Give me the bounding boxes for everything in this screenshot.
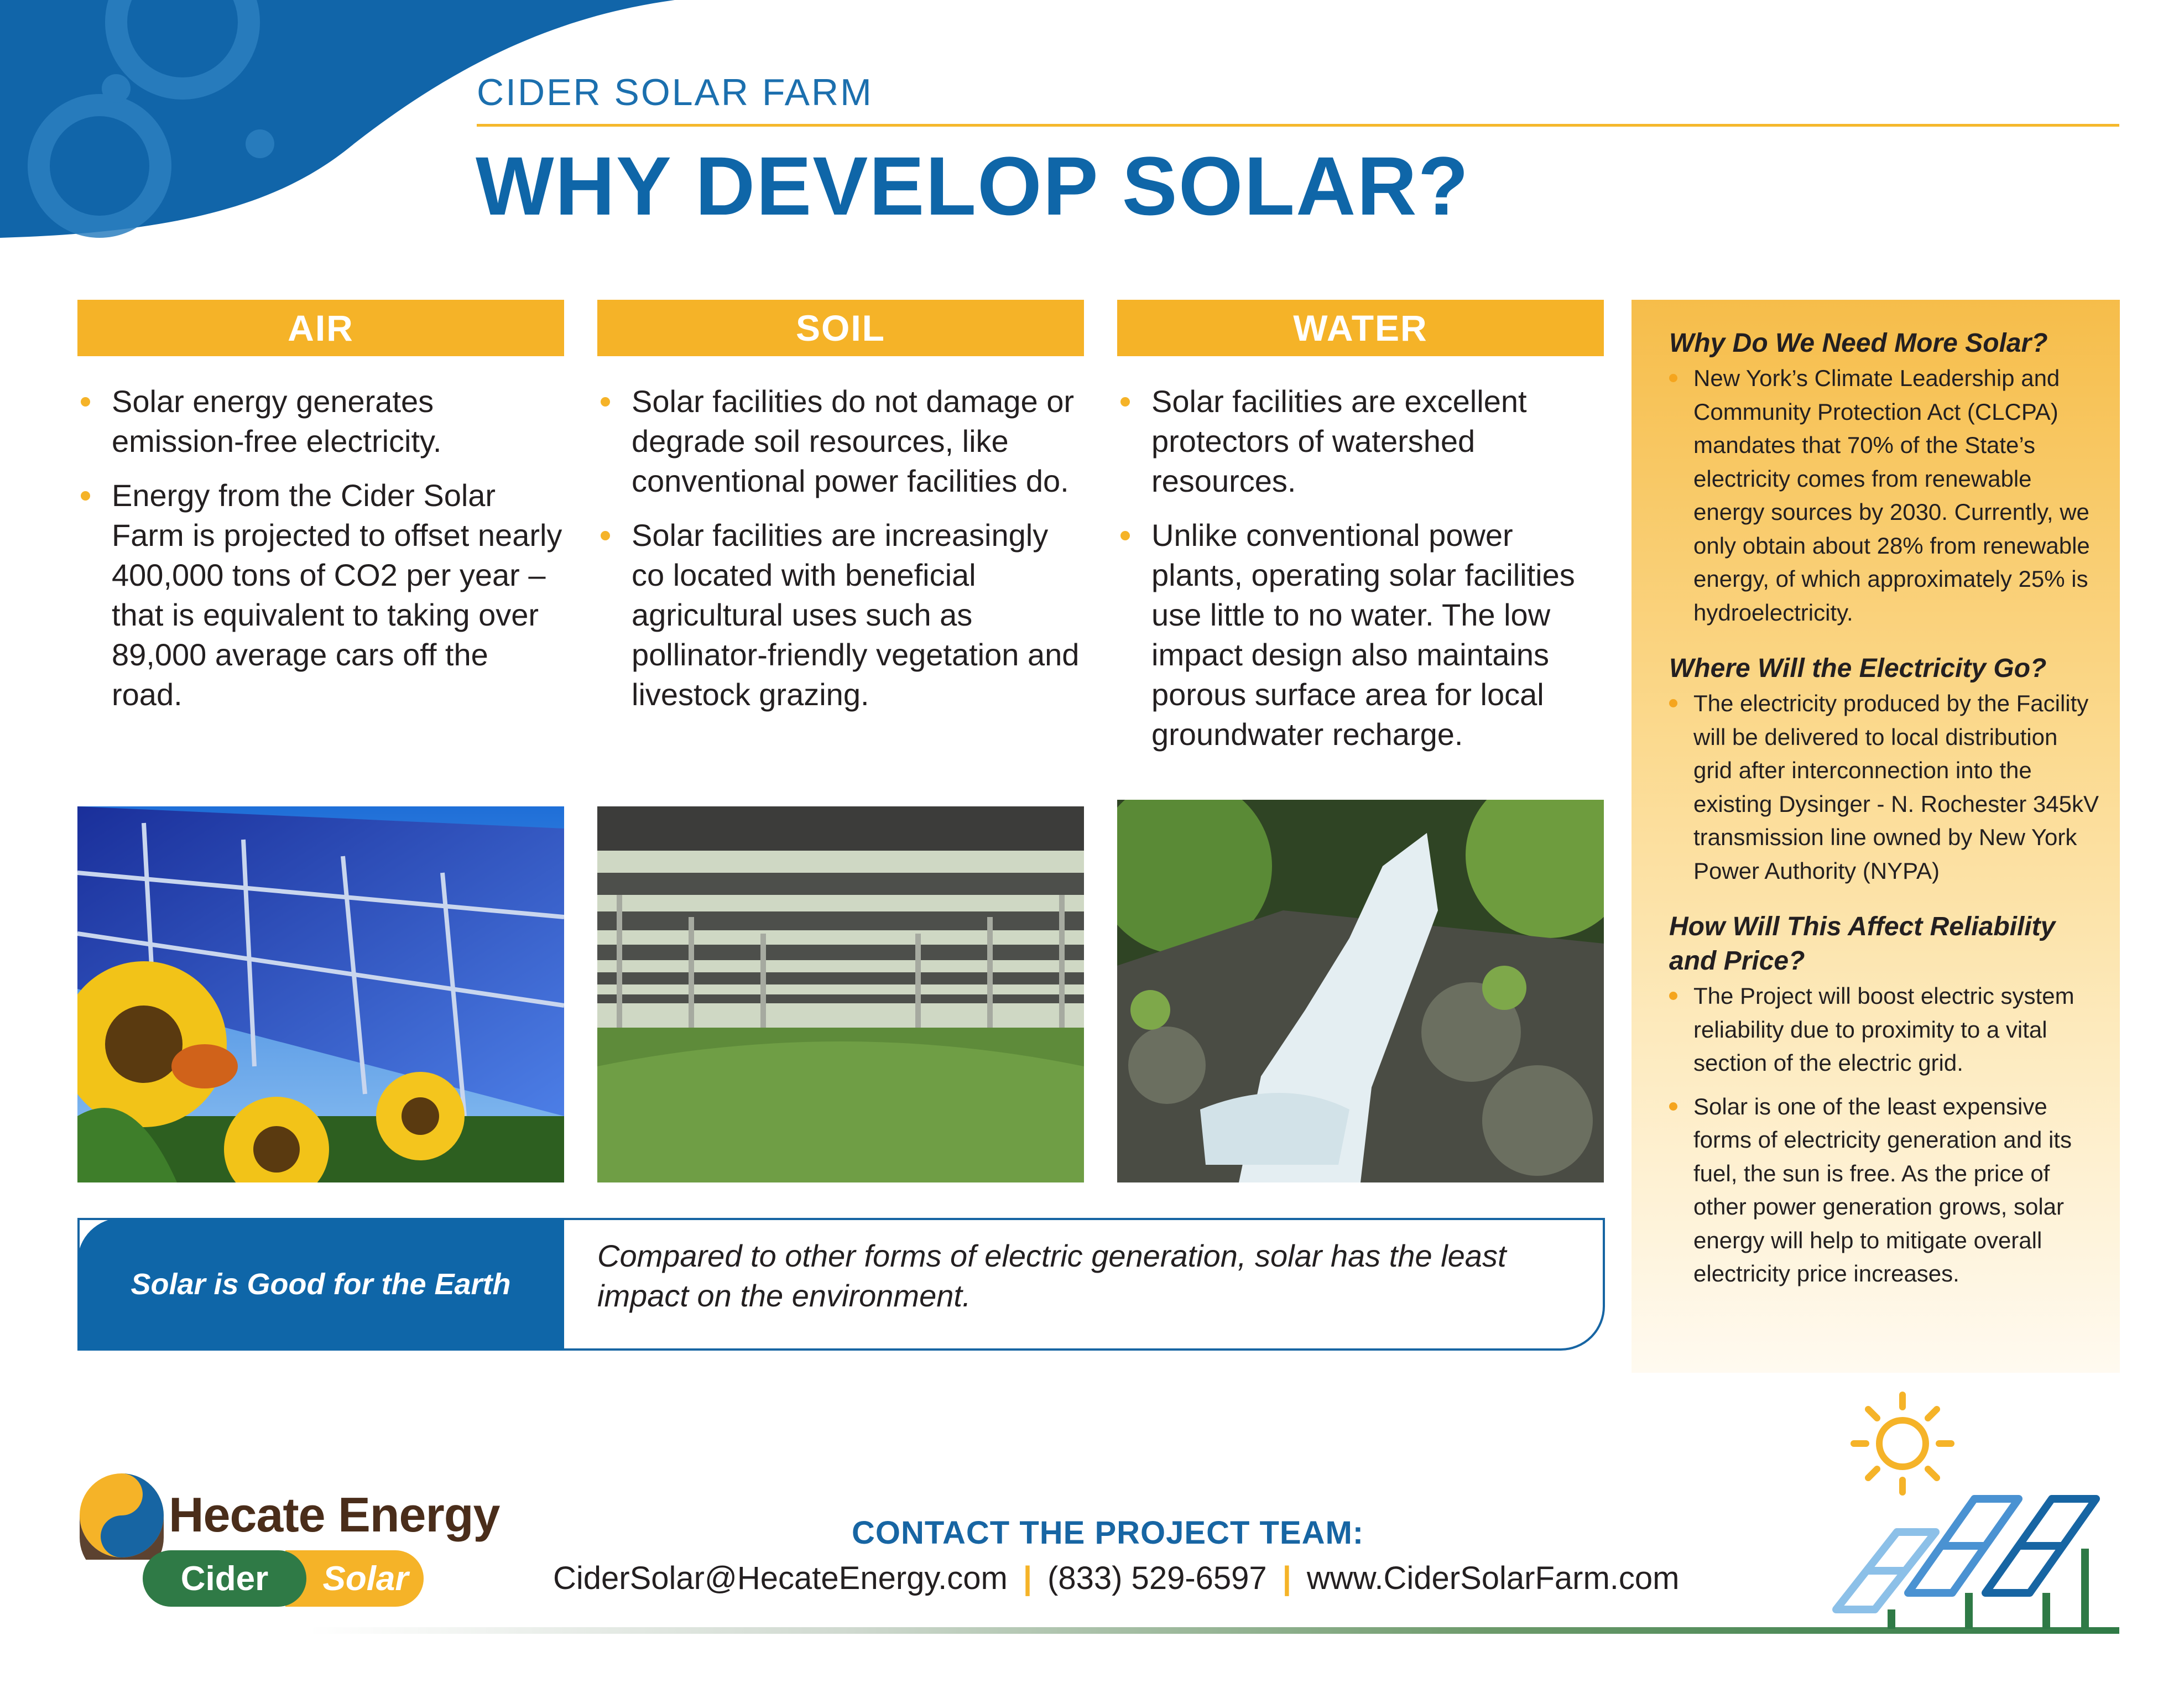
faq-answer: The electricity produced by the Facility will be delivered to local distribution grid after interconnection into the existing Dysinger - N. Rochester 345kV transmission line owned by New York Power Authority (NYPA) (1669, 687, 2100, 888)
hecate-logo-icon (77, 1471, 166, 1560)
faq-question: Where Will the Electricity Go? (1669, 654, 2047, 683)
contact-heading: CONTACT THE PROJECT TEAM: (852, 1515, 1364, 1551)
sidebar-faq (1632, 300, 2120, 1373)
grass-under-solar-array-photo (597, 806, 1084, 1182)
bullet-item: Solar facilities are excellent protectors of watershed resources. (1117, 382, 1604, 501)
banner-label: Solar is Good for the Earth (77, 1218, 564, 1351)
waterfall-photo (1117, 800, 1604, 1182)
column-header-air: AIR (77, 300, 564, 356)
solar-panels-sunflowers-photo (77, 806, 564, 1182)
separator: | (1023, 1560, 1033, 1596)
bullet-item: Solar energy generates emission-free electricity. (77, 382, 564, 461)
faq-question: How Will This Affect Reliability and Price? (1669, 912, 2056, 976)
faq-answer: New York’s Climate Leadership and Community Protection Act (CLCPA) mandates that 70% of the State’s electricity comes from renewable energy sources by 2030. Currently, we only obtain about 28% from renewable energy, of which approximately 25% is hydroelectricity. (1669, 362, 2100, 629)
banner-text: Compared to other forms of electric generation, solar has the least impact on the environment. (597, 1238, 1507, 1313)
bullet-item: Solar facilities do not damage or degrade soil resources, like conventional power facilities do. (597, 382, 1084, 501)
bullet-item: Solar facilities are increasingly co located with beneficial agricultural uses such as pollinator-friendly vegetation and livestock grazing. (597, 515, 1084, 715)
faq-question: Why Do We Need More Solar? (1669, 329, 2048, 358)
header-divider (477, 124, 2119, 127)
page-title: WHY DEVELOP SOLAR? (476, 139, 1470, 232)
sun-solar-panels-icon (1825, 1383, 2124, 1632)
header-kicker: CIDER SOLAR FARM (477, 71, 873, 113)
logo-cider-pill: Cider (143, 1550, 306, 1607)
faq-answer: Solar is one of the least expensive forms of electricity generation and its fuel, the sun is free. As the price of other power generation grows, solar energy will help to mitigate overall electricity price increases. (1669, 1090, 2100, 1291)
column-header-soil: SOIL (597, 300, 1084, 356)
column-water (1117, 382, 1604, 769)
column-air (77, 382, 564, 729)
contact-phone[interactable]: (833) 529-6597 (1047, 1560, 1267, 1596)
logo-solar-text: Solar (322, 1559, 409, 1598)
column-soil (597, 382, 1084, 729)
contact-email[interactable]: CiderSolar@HecateEnergy.com (553, 1560, 1008, 1596)
faq-answer: The Project will boost electric system reliability due to proximity to a vital section of the electric grid. (1669, 980, 2100, 1080)
contact-website[interactable]: www.CiderSolarFarm.com (1306, 1560, 1680, 1596)
logo-wordmark: Hecate Energy (169, 1487, 500, 1542)
bullet-item: Energy from the Cider Solar Farm is projected to offset nearly 400,000 tons of CO2 per year – that is equivalent to taking over 89,000 average cars off the road. (77, 476, 564, 715)
separator: | (1282, 1560, 1291, 1596)
contact-line (553, 1560, 1680, 1597)
bullet-item: Unlike conventional power plants, operating solar facilities use little to no water. The low impact design also maintains porous surface area for local groundwater recharge. (1117, 515, 1604, 754)
column-header-water: WATER (1117, 300, 1604, 356)
